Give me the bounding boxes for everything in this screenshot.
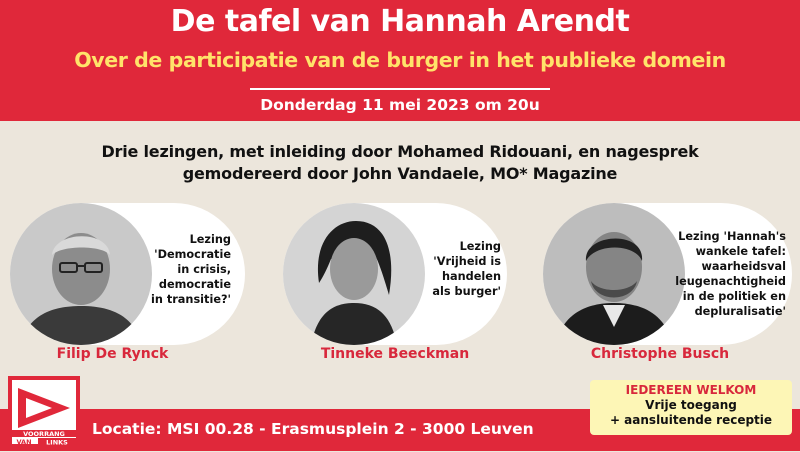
speaker-lecture-3: Lezing 'Hannah's wankele tafel: waarheidsval leugenachtigheid in de politiek en depluralisatie' <box>675 230 786 318</box>
intro-line-1: Drie lezingen, met inleiding door Mohamed Ridouani, en nagesprek <box>101 142 699 161</box>
event-date: Donderdag 11 mei 2023 om 20u <box>260 96 540 114</box>
intro-text <box>60 141 740 185</box>
speaker-lecture-1: Lezing 'Democratie in crisis, democratie in transitie?' <box>150 233 231 306</box>
voorrang-van-links-logo <box>8 376 80 448</box>
speaker-name-2: Tinneke Beeckman <box>320 346 470 362</box>
speaker-name-1: Filip De Rynck <box>56 346 169 362</box>
logo-text-3: LINKS <box>46 438 68 447</box>
event-title: De tafel van Hannah Arendt <box>170 4 630 39</box>
speaker-photo-3 <box>543 203 685 345</box>
intro-line-2: gemodereerd door John Vandaele, MO* Magazine <box>182 164 618 183</box>
speaker-photo-2 <box>283 203 425 345</box>
event-location: Locatie: MSI 00.28 - Erasmusplein 2 - 3000 Leuven <box>92 420 534 438</box>
welcome-heading: IEDEREEN WELKOM <box>625 383 757 397</box>
speaker-name-3: Christophe Busch <box>590 346 730 362</box>
logo-text-1: VOORRANG <box>23 430 65 438</box>
event-subtitle: Over de participatie van de burger in het publieke domein <box>74 48 726 72</box>
welcome-line-2: Vrije toegang <box>645 398 737 412</box>
speaker-lecture-2: Lezing 'Vrijheid is handelen als burger' <box>432 240 501 298</box>
logo-text-2: VAN <box>16 438 32 446</box>
header-divider <box>250 88 550 90</box>
welcome-note <box>590 380 792 435</box>
welcome-line-3: + aansluitende receptie <box>609 413 773 427</box>
speaker-photo-1 <box>10 203 152 345</box>
